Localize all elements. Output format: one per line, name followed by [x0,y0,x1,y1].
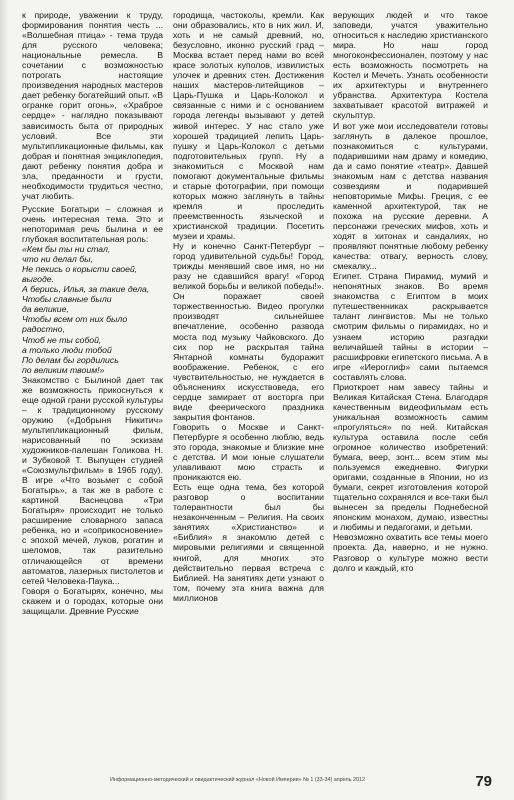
paragraph: Невозможно охватить все темы моего проекта. Да, наверно, и не нужно. Разговор о культуре можно вести долго и каждый, кто [333,532,488,573]
text-column-right [333,10,488,768]
paragraph: Ну и конечно Санкт-Петербург – город удивительной судьбы! Город, трижды менявший свое имя, но ни разу не сдавшийся врагу! «Город великой борьбы и великой победы!». Он поражает своей торжественностью. Видео прогулки производят сильнейшее впечатление, особенно развода моста под музыку Чайковского. До сих пор не раскрытая тайна Янтарной комнаты будоражит воображение. Ребенок, с его чувствительностью, не нуждается в объяснениях искусствоведа, его сердце замирает от восторга при виде феерического праздника закрытия фонтанов. [173,241,324,422]
paragraph: Приоткроет нам завесу тайны и Великая Китайская Стена. Благодаря качественным видеофильмам есть уникальная возможность самим «прогуляться» по ней. Китайская культура оставила после себя огромное количество изобретений: бумага, веер, зонт... всем этим мы пользуемся ежедневно. Фигурки оригами, созданные в Японии, но из бумаги, секрет изготовления которой тщательно сохранялся и все-таки был вынесен за пределы Поднебесной японским монахом, думаю, известны и любимы и педагогами, и детьми. [333,381,488,533]
paragraph: Говорить о Москве и Санкт-Петербурге я особенно люблю, ведь это города, знакомые и близкие мне с детства. И мои юные слушатели улавливают мою страсть и проникаются ею. [173,421,324,483]
paragraph: Говоря о Богатырях, конечно, мы скажем и о городах, которые они защищали. Древние Русские [22,585,163,616]
paragraph: городища, частоколы, кремли. Как они образовались, кто в них жил. И, хоть и не самый древний, но, безусловно, иконно русский град – Москва встает перед нами во всей красе золотых куполов, извилистых улочек и древних стен. Достижения наших мастеров-литейщиков – Царь-Пушка и Царь-Колокол и связанные с ними и с основанием города легенды вызывают у детей живой интерес. У нас стало уже хорошей традицией лепить Царь-пушку и Царь-Колокол с детьми подготовительных групп. Ну а знакомиться с Москвой нам помогают документальные фильмы и старые фотографии, при помощи которых можно заглянуть в тайны кремля и проследить преемственность языческой и христианской традиции. Посетить музеи и храмы. [173,10,324,242]
paragraph: к природе, уважении к труду, формирования понятия честь ... «Волшебная птица» - тема труда для русского человека; национальные ремесла. В сочетании с возможностью потрогать настоящие произведения народных мастеров дает ребенку богатейший опыт. «В огранке горит огонь», «Храброе сердце» - наглядно показывают зависимость быта от природных условий. Все эти мультипликационные фильмы, как добрая и понятная энциклопедия, дают ребенку понятия добра и зла, преданности и грусти, необходимости трудиться честно, учат любить. [22,10,163,201]
paragraph: Есть еще одна тема, без которой разговор о воспитании толерантности был бы незаконченным – Религия. На своих занятиях «Христианство» и «Библия» я знакомлю детей с мировыми религиями и священной книгой, для многих это действительно первая встреча с Библией. На занятиях дети узнают о том, почему эта книга важна для миллионов [173,482,324,603]
text-column-middle [173,10,324,768]
paragraph: Русские Богатыри – сложная и очень интересная тема. Это и непоторимая речь былина и ее глубокая воспитательная роль: [22,203,163,245]
paragraph: И вот уже мои исследователи готовы заглянуть в далекое прошлое, познакомиться с культурами, подарившими нам драму и комедию, да и само понятие «театр». Давшей знакомым нам с детства названия созвездиям и подарившей неповторимые Мифы. Греция, с ее каменной архитектурой, так не похожа на русские деревни. А персонажи греческих мифов, хоть и ходят в хитонах и сандалиях, но проявляют понятные любому ребенку качества: отвагу, верность слову, смекалку... [333,120,488,272]
paragraph: верующих людей и что такое заповеди, учатся уважительно относиться к наследию христианского мира. Но наш город многоконфессионален, поэтому у нас есть возможность посмотреть на Костел и Мечеть. Узнать особенности их архитектуры и внутреннего убранства. Архитектура Костела захватывает красотой витражей и скульптур. [333,10,488,121]
paragraph: Египет. Страна Пирамид, мумий и непонятных знаков. Во время знакомства с Египтом в моих путешественниках раскрывается талант лингвистов. Мы не только смотрим фильмы о пирамидах, но и узнаем историю разгадки величайшей тайны в истории – расшифровки египетского письма. А в игре «Иероглиф» сами пытаемся составлять слова. [333,271,488,382]
page-number: 79 [475,773,492,790]
journal-footnote: Информационно-методический и овидактический журнал «Новой Империи» № 1 (33-34) апрель 2012 [110,777,365,783]
scan-edge-shadow [0,0,8,800]
bylina-quote: «Кем бы ты ни стал, что ни делал бы, Не пекись о корысти своей, выгоде. А берись, Илья, за такие дела, Чтобы славные были да великие, Чтобы всем от них было радостно, Чтоб не ты собой, а только люди тобой По делам бы гордились по великим твоим!» [22,244,150,375]
page-footer [22,773,492,789]
paragraph: Знакомство с Былиной дает так же возможность прикоснуться к еще одной грани русской культуры – к традиционному русскому оружию («Добрыня Никитич» мультипликационный фильм, нарисованный по эскизам художников-палешан Голикова Н. и Зубковой Т. Выпущен студией «Союзмультфильм» в 1965 году). В игре «Что возьмет с собой Богатырь», а так же в работе с картиной Васнецова «Три Богатыря» происходит не только расширение словарного запаса ребенка, но и «соприкосновение» с эпохой мечей, луков, рогатин и шеломов, так разительно отличающейся от времени автоматов, лазерных пистолетов и сетей Человека-Паука... [22,374,163,586]
text-column-left [22,10,163,768]
